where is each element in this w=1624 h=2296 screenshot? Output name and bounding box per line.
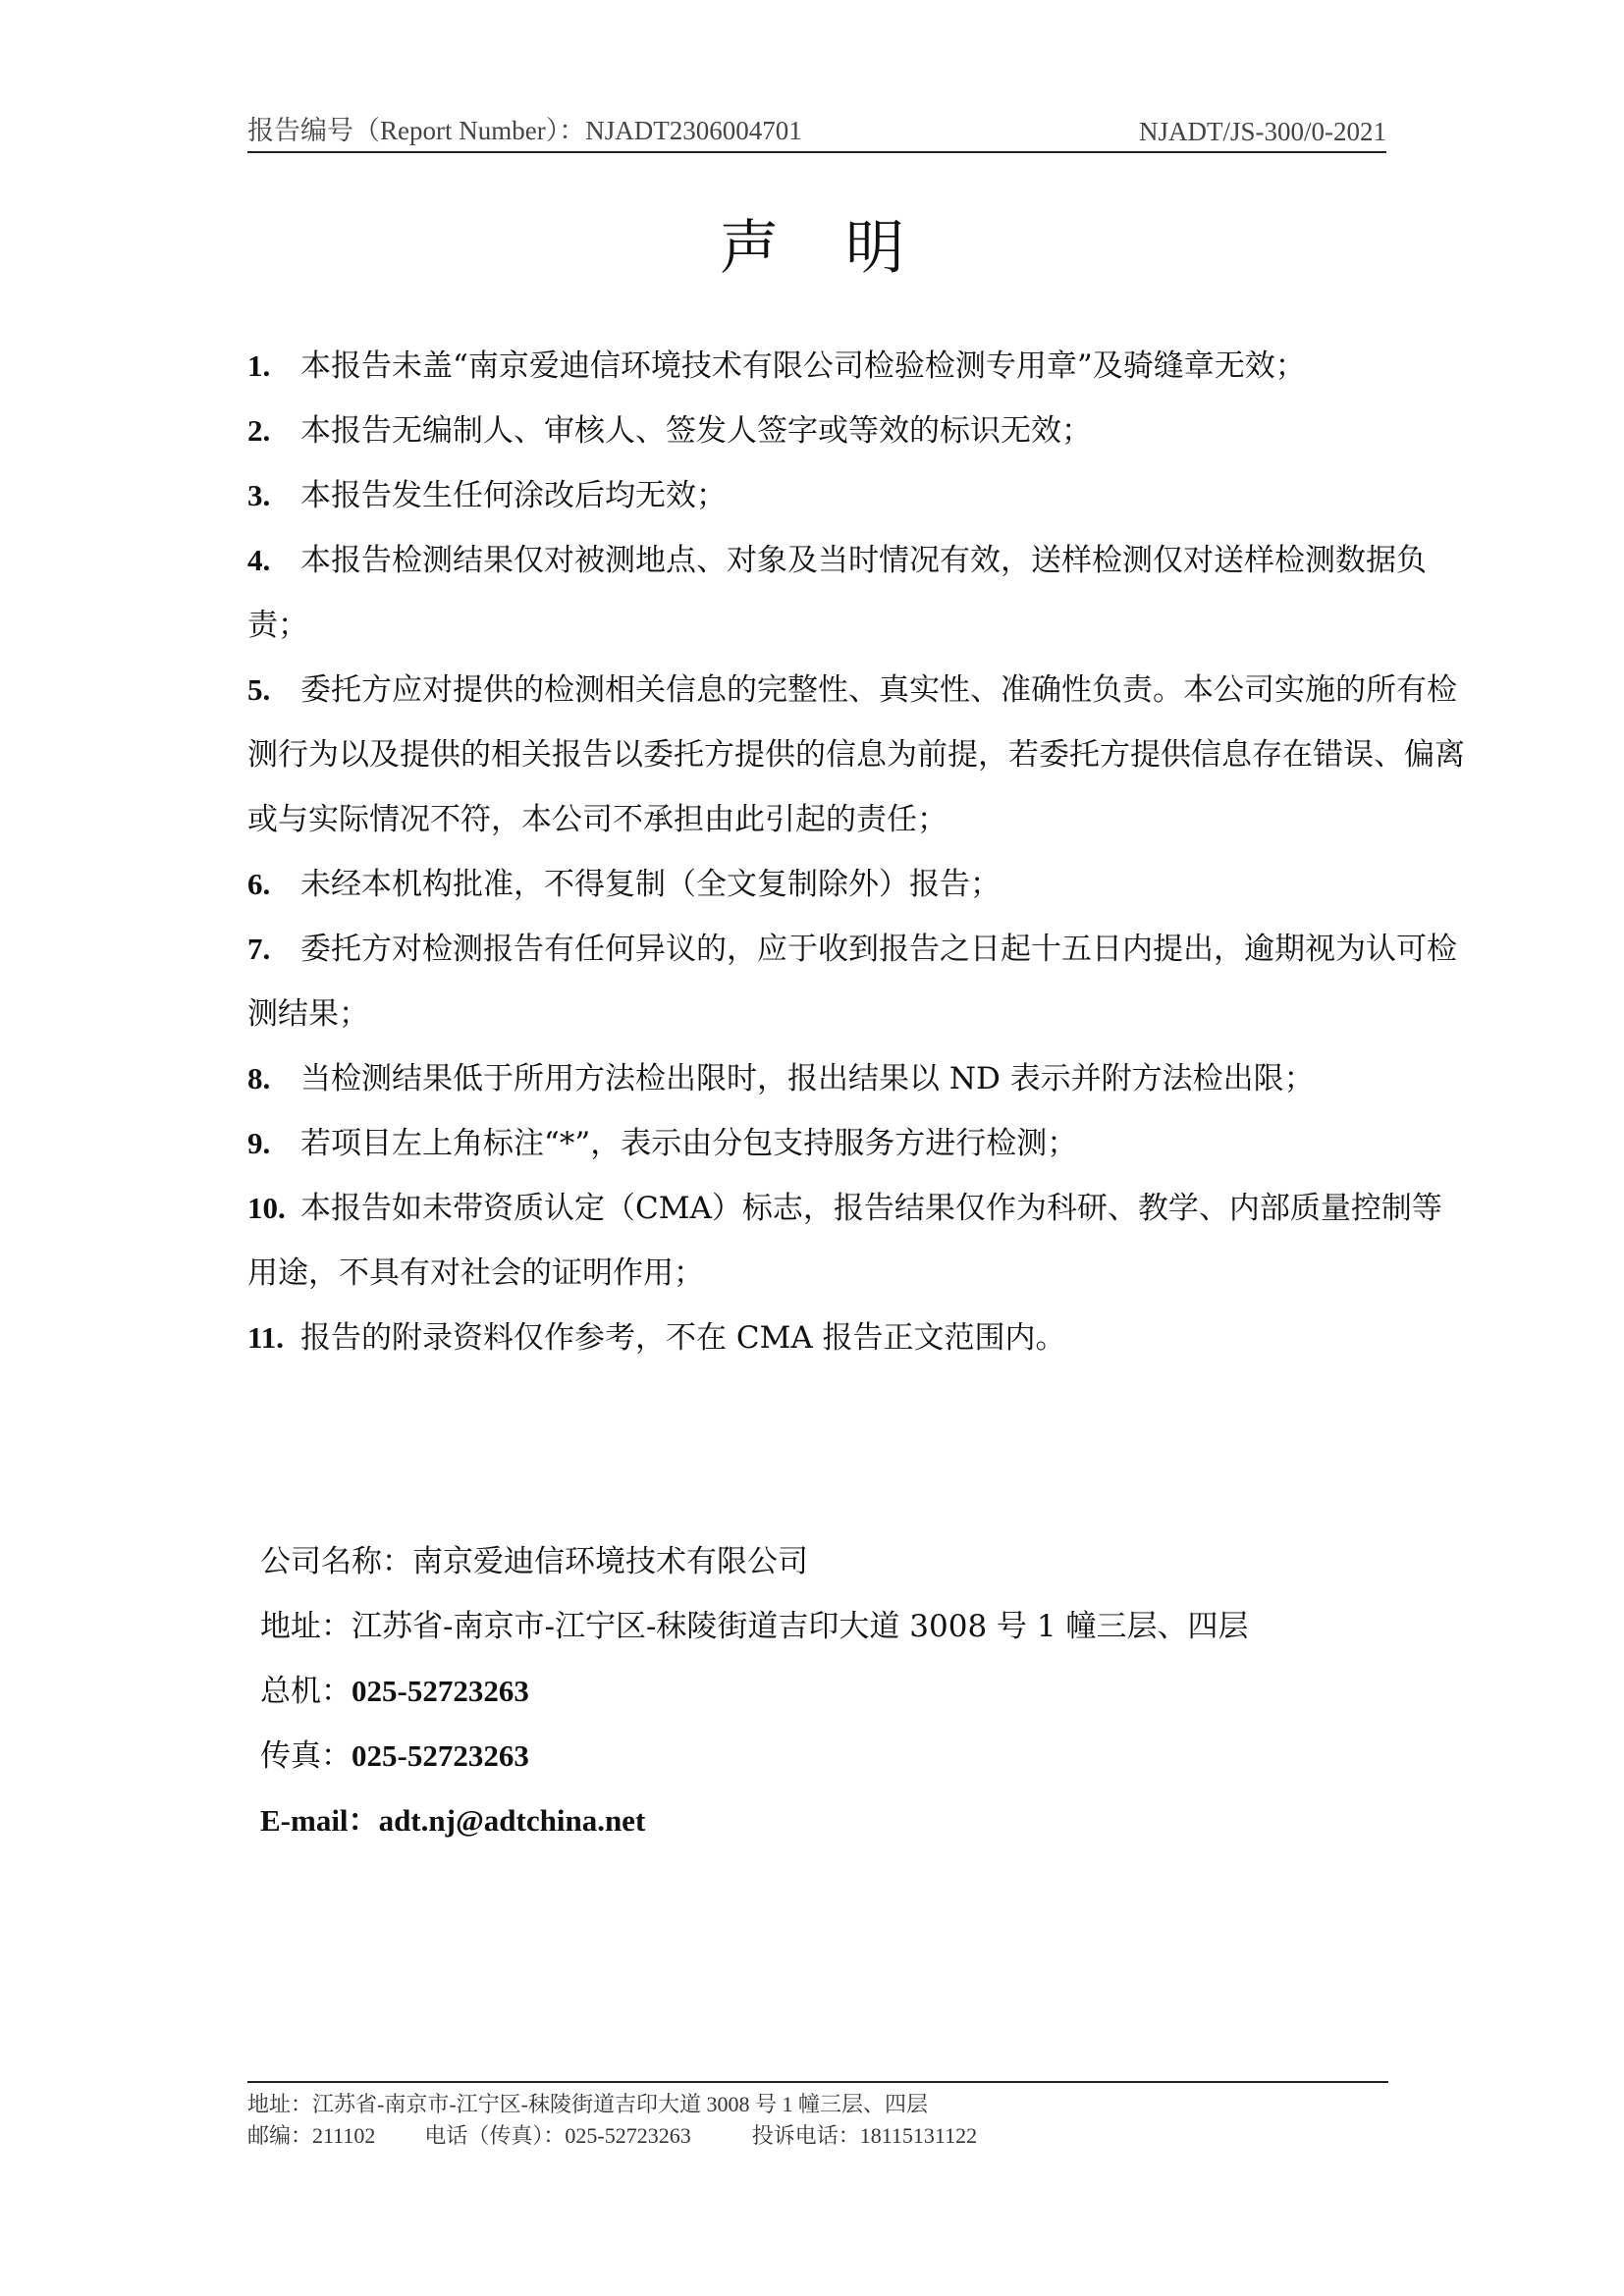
- company-name-label: 公司名称：: [260, 1544, 412, 1579]
- statement-number: 1.: [247, 348, 271, 383]
- statement-text: 本报告发生任何涂改后均无效；: [300, 478, 727, 513]
- statement-number: 11.: [247, 1320, 285, 1355]
- statement-text: 报告的附录资料仅作参考，不在 CMA 报告正文范围内。: [300, 1320, 1066, 1356]
- statement-text: 本报告无编制人、审核人、签发人签字或等效的标识无效；: [300, 413, 1092, 449]
- statement-text: 当检测结果低于所用方法检出限时，报出结果以 ND 表示并附方法检出限；: [300, 1061, 1315, 1096]
- statement-text: 本报告检测结果仅对被测地点、对象及当时情况有效，送样检测仅对送样检测数据负责；: [247, 543, 1427, 643]
- company-phone-label: 总机：: [260, 1674, 352, 1709]
- statement-number: 5.: [247, 672, 271, 707]
- company-fax-label: 传真：: [260, 1738, 352, 1774]
- statement-item: [247, 1111, 1465, 1176]
- company-name-row: [260, 1529, 1438, 1594]
- statement-text: 委托方对检测报告有任何异议的，应于收到报告之日起十五日内提出，逾期视为认可检测结果；: [247, 932, 1457, 1032]
- footer-address: 地址：江苏省-南京市-江宁区-秣陵街道吉印大道 3008 号 1 幢三层、四层: [247, 2092, 928, 2116]
- statement-number: 9.: [247, 1126, 271, 1160]
- statement-number: 10.: [247, 1191, 286, 1225]
- footer-contact-line: [247, 2120, 1388, 2152]
- company-fax-row: [260, 1724, 1438, 1789]
- statement-text: 本报告未盖“南京爱迪信环境技术有限公司检验检测专用章”及骑缝章无效；: [300, 348, 1306, 384]
- company-fax: 025-52723263: [352, 1738, 529, 1773]
- page-header: [247, 116, 1386, 153]
- company-email-row: [260, 1789, 1438, 1853]
- statement-text: 未经本机构批准，不得复制（全文复制除外）报告；: [300, 867, 1001, 902]
- company-address-row: [260, 1594, 1438, 1659]
- footer-phone: 电话（传真）：025-52723263: [424, 2123, 691, 2148]
- statement-number: 8.: [247, 1061, 271, 1095]
- statement-item: [247, 852, 1465, 917]
- footer-complaint-phone: 投诉电话：18115131122: [751, 2123, 978, 2148]
- statement-item: [247, 463, 1465, 528]
- report-number: 报告编号（Report Number）：NJADT2306004701: [247, 116, 802, 145]
- footer-postcode: 邮编：211102: [247, 2123, 376, 2148]
- statement-item: [247, 334, 1465, 399]
- company-phone: 025-52723263: [352, 1674, 529, 1708]
- statement-item: [247, 658, 1465, 852]
- statement-number: 7.: [247, 932, 271, 966]
- statement-item: [247, 1046, 1465, 1111]
- statement-item: [247, 528, 1465, 658]
- company-address: 江苏省-南京市-江宁区-秣陵街道吉印大道 3008 号 1 幢三层、四层: [352, 1609, 1249, 1644]
- statement-text: 若项目左上角标注“*”，表示由分包支持服务方进行检测；: [300, 1126, 1078, 1161]
- page-footer: [247, 2081, 1388, 2152]
- statement-item: [247, 1306, 1465, 1370]
- company-name: 南京爱迪信环境技术有限公司: [412, 1544, 808, 1579]
- statement-number: 2.: [247, 413, 271, 448]
- company-email[interactable]: adt.nj@adtchina.net: [378, 1803, 646, 1838]
- statement-list: [247, 334, 1465, 1370]
- document-code: NJADT/JS-300/0-2021: [1138, 117, 1386, 146]
- statement-number: 3.: [247, 478, 271, 512]
- statement-item: [247, 917, 1465, 1046]
- company-email-label: E-mail：: [260, 1803, 379, 1838]
- statement-text: 委托方应对提供的检测相关信息的完整性、真实性、准确性负责。本公司实施的所有检测行为以及提供的相关报告以委托方提供的信息为前提，若委托方提供信息存在错误、偏离或与实际情况不符，本公司不承担由此引起的责任；: [247, 672, 1465, 837]
- statement-item: [247, 1176, 1465, 1306]
- statement-item: [247, 399, 1465, 463]
- company-info: [260, 1529, 1438, 1853]
- statement-number: 4.: [247, 543, 271, 577]
- company-address-label: 地址：: [260, 1609, 352, 1644]
- page-title: 声明: [720, 214, 971, 283]
- statement-number: 6.: [247, 867, 271, 901]
- statement-text: 本报告如未带资质认定（CMA）标志，报告结果仅作为科研、教学、内部质量控制等用途，不具有对社会的证明作用；: [247, 1191, 1442, 1291]
- company-phone-row: [260, 1659, 1438, 1724]
